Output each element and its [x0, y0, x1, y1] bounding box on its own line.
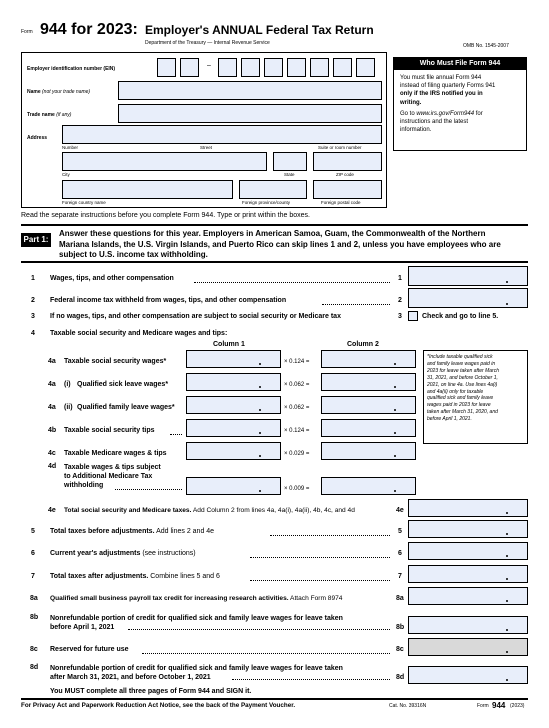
line-4d-number: 4d — [48, 463, 57, 470]
line-4e-number: 4e — [48, 507, 56, 514]
name-label: Name (not your trade name) — [27, 89, 91, 95]
line-1-label: Wages, tips, and other compensation — [50, 275, 174, 282]
line-4d-label: Taxable wages & tips subject to Additional Medicare Tax withholding — [64, 464, 161, 489]
line-4b-col2[interactable] — [321, 419, 416, 437]
line-8a-number: 8a — [30, 595, 38, 602]
line-8b-ref: 8b — [396, 624, 405, 631]
who-must-file-title: Who Must File Form 944 — [394, 58, 526, 70]
line-3-ref: 3 — [398, 313, 402, 320]
line-4d-leader — [115, 489, 182, 490]
line-4b-col1[interactable] — [186, 419, 281, 437]
line-8d-number: 8d — [30, 664, 39, 671]
line-7-number: 7 — [31, 573, 35, 580]
line-4e-label: Total social security and Medicare taxes. Add Column 2 from lines 4a, 4a(i), 4a(ii), 4b, 4c, and 4d — [64, 507, 355, 514]
line-4e-ref: 4e — [396, 507, 404, 514]
line-5-ref: 5 — [398, 528, 402, 535]
line-4b-label: Taxable social security tips — [64, 427, 155, 434]
sidebox-line-6: instructions and the latest — [400, 119, 469, 126]
column-2-header: Column 2 — [347, 341, 379, 348]
foreign-country-sublabel: Foreign country name — [62, 200, 106, 205]
line-5-amount[interactable] — [408, 520, 528, 538]
line-8a-amount[interactable] — [408, 587, 528, 605]
line-8c-leader — [142, 653, 390, 654]
line-4d-col1[interactable] — [186, 477, 281, 495]
line-8d-leader — [232, 679, 390, 680]
zip-sublabel: ZIP code — [336, 172, 354, 177]
sidebox-line-4: writing. — [400, 99, 422, 106]
line-3-checkbox[interactable] — [408, 311, 418, 321]
ein-dash: – — [207, 62, 211, 69]
irs-link[interactable]: www.irs.gov/Form944 — [416, 110, 475, 117]
part1-bottom-rule — [21, 261, 528, 263]
line-4d-col2[interactable] — [321, 477, 416, 495]
sidebox-line-3: only if the IRS notified you in — [400, 91, 483, 98]
street-sublabel: Street — [200, 145, 213, 150]
line-4ai-number: 4a — [48, 381, 56, 388]
ein-digit-6[interactable] — [287, 58, 306, 77]
line-4aii-number: 4a — [48, 404, 56, 411]
column-1-header: Column 1 — [213, 341, 245, 348]
line-4c-number: 4c — [48, 450, 56, 457]
line-7-leader — [250, 580, 390, 581]
line-5-number: 5 — [31, 528, 35, 535]
part1-label: Part 1: — [21, 233, 51, 247]
footer-form-number: 944 — [492, 701, 506, 710]
line-8c-reserved — [408, 638, 528, 656]
omb-number: OMB No. 1545-2007 — [463, 43, 509, 49]
line-4ai-multiplier: × 0.062 = — [284, 382, 310, 388]
line-2-leader — [322, 304, 390, 305]
line-8b-amount[interactable] — [408, 616, 528, 634]
line-4d-multiplier: × 0.009 = — [284, 486, 310, 492]
footer-rule — [21, 698, 528, 700]
line-7-ref: 7 — [398, 573, 402, 580]
line-2-amount[interactable] — [408, 288, 528, 308]
line-4c-multiplier: × 0.029 = — [284, 451, 310, 457]
ein-digit-1[interactable] — [157, 58, 176, 77]
instructions-note: Read the separate instructions before you complete Form 944. Type or print within the boxes. — [21, 212, 310, 219]
line-8b-number: 8b — [30, 614, 39, 621]
line-8d-ref: 8d — [396, 674, 405, 681]
trade-name-field[interactable] — [118, 104, 382, 123]
line-4ai-label: Qualified sick leave wages* — [77, 381, 169, 388]
line-6-number: 6 — [31, 550, 35, 557]
line-4ai-col1[interactable] — [186, 373, 281, 391]
line-4a-col1[interactable] — [186, 350, 281, 368]
line-4e-amount[interactable] — [408, 499, 528, 517]
address-label: Address — [27, 135, 48, 141]
line-4a-label: Taxable social security wages* — [64, 358, 167, 365]
number-sublabel: Number — [62, 145, 79, 150]
sidebox-line-7: information. — [400, 127, 432, 134]
line-4c-label: Taxable Medicare wages & tips — [64, 450, 167, 457]
department-line: Department of the Treasury — Internal Revenue Service — [145, 40, 270, 46]
line-8c-number: 8c — [30, 646, 38, 653]
foreign-province-field[interactable] — [239, 180, 307, 199]
line-4b-number: 4b — [48, 427, 57, 434]
foreign-postal-sublabel: Foreign postal code — [321, 200, 361, 205]
footer-form-year: (2023) — [510, 703, 525, 709]
line-5-label: Total taxes before adjustments. Add lines 2 and 4e — [50, 528, 215, 535]
ein-digit-5[interactable] — [264, 58, 283, 77]
ein-digit-3[interactable] — [218, 58, 237, 77]
suite-sublabel: Suite or room number — [318, 145, 362, 150]
sidebox-line-2: instead of filing quarterly Forms 941 — [400, 83, 496, 90]
line-4aii-col1[interactable] — [186, 396, 281, 414]
line-4aii-multiplier: × 0.062 = — [284, 405, 310, 411]
line-2-ref: 2 — [398, 297, 402, 304]
ein-label: Employer identification number (EIN) — [27, 66, 116, 72]
line-2-label: Federal income tax withheld from wages, tips, and other compensation — [50, 297, 287, 304]
line-4c-col1[interactable] — [186, 442, 281, 460]
line-7-label: Total taxes after adjustments. Combine lines 5 and 6 — [50, 573, 220, 580]
line-8a-label: Qualified small business payroll tax credit for increasing research activities. Attach Form 8974 — [50, 595, 343, 602]
line-4a-multiplier: × 0.124 = — [284, 359, 310, 365]
zip-field[interactable] — [313, 152, 382, 171]
line-2-number: 2 — [31, 297, 35, 304]
ein-digit-4[interactable] — [241, 58, 260, 77]
line-8a-ref: 8a — [396, 595, 404, 602]
foreign-province-sublabel: Foreign province/county — [242, 200, 291, 205]
city-field[interactable] — [62, 152, 267, 171]
line-4b-leader — [170, 434, 182, 435]
line-7-amount[interactable] — [408, 565, 528, 583]
part1-instructions: Answer these questions for this year. Employers in American Samoa, Guam, the Commonwealth of the Northern Mariana Islands, the U.S. Virgin Islands, and Puerto Rico can skip lines 1 and 2, unless you have employees who are subject to U.S. income tax withholding. — [59, 229, 501, 259]
line-4a-number: 4a — [48, 358, 56, 365]
form-title: 944 for 2023: — [40, 21, 138, 38]
line-1-amount[interactable] — [408, 266, 528, 286]
line-4b-multiplier: × 0.124 = — [284, 428, 310, 434]
line-3-number: 3 — [31, 313, 35, 320]
line-4-number: 4 — [31, 330, 35, 337]
line-6-label: Current year's adjustments (see instructions) — [50, 550, 196, 557]
line-6-leader — [250, 557, 390, 558]
trade-name-label: Trade name (if any) — [27, 112, 72, 118]
line-1-leader — [194, 282, 390, 283]
state-sublabel: State — [284, 172, 295, 177]
line-3-check-label: Check and go to line 5. — [422, 313, 499, 320]
ein-digit-9[interactable] — [356, 58, 375, 77]
line-8b-leader — [128, 629, 390, 630]
line-4a-col2[interactable] — [321, 350, 416, 368]
sick-leave-note: *Include taxable qualified sick and family leave wages paid in 2023 for leave taken after March 31, 2021, and before October 1, 2021, on line 4a. Use lines 4a(i) and 4a(ii) only for taxable qualified sick and family leave wages paid in 2023 for leave taken after March 31, 2020, and before April 1, 2021. — [423, 350, 528, 444]
foreign-country-field[interactable] — [62, 180, 233, 199]
line-5-leader — [270, 535, 390, 536]
line-4aii-sub: (ii) — [64, 404, 73, 411]
sidebox-line-5: Go to www.irs.gov/Form944 for — [400, 110, 483, 117]
part1-top-rule — [21, 224, 528, 226]
line-1-ref: 1 — [398, 275, 402, 282]
name-field[interactable] — [118, 81, 382, 100]
form-word: Form — [21, 29, 33, 35]
line-4ai-sub: (i) — [64, 381, 71, 388]
ein-digit-7[interactable] — [310, 58, 329, 77]
line-4c-col2[interactable] — [321, 442, 416, 460]
footer-form-word: Form — [477, 703, 489, 709]
line-1-number: 1 — [31, 275, 35, 282]
line-4aii-col2[interactable] — [321, 396, 416, 414]
line-6-ref: 6 — [398, 550, 402, 557]
sidebox-line-1: You must file annual Form 944 — [400, 75, 482, 81]
ein-digit-2[interactable] — [180, 58, 199, 77]
line-8b-label: Nonrefundable portion of credit for qualified sick and family leave wages for leave taken before April 1, 2021 — [50, 615, 343, 631]
line-8d-label: Nonrefundable portion of credit for qualified sick and family leave wages for leave taken after March 31, 2021, and before October 1, 2021 — [50, 665, 343, 681]
line-3-label: If no wages, tips, and other compensation are subject to social security or Medicare tax — [50, 313, 341, 320]
line-8d-amount[interactable] — [408, 666, 528, 684]
line-8c-label: Reserved for future use — [50, 646, 129, 653]
privacy-notice: For Privacy Act and Paperwork Reduction Act Notice, see the back of the Payment Voucher. — [21, 702, 296, 709]
state-field[interactable] — [273, 152, 307, 171]
ein-digit-8[interactable] — [333, 58, 352, 77]
address-street-field[interactable] — [62, 125, 382, 144]
foreign-postal-field[interactable] — [313, 180, 382, 199]
must-complete-note: You MUST complete all three pages of Form 944 and SIGN it. — [50, 688, 252, 695]
who-must-file-box — [393, 57, 527, 151]
line-4aii-label: Qualified family leave wages* — [77, 404, 175, 411]
line-6-amount[interactable] — [408, 542, 528, 560]
line-4ai-col2[interactable] — [321, 373, 416, 391]
line-4-label: Taxable social security and Medicare wages and tips: — [50, 330, 228, 337]
line-8c-ref: 8c — [396, 646, 404, 653]
city-sublabel: City — [62, 172, 70, 177]
page-title: Employer's ANNUAL Federal Tax Return — [145, 23, 374, 37]
catalog-number: Cat. No. 39316N — [389, 703, 427, 709]
